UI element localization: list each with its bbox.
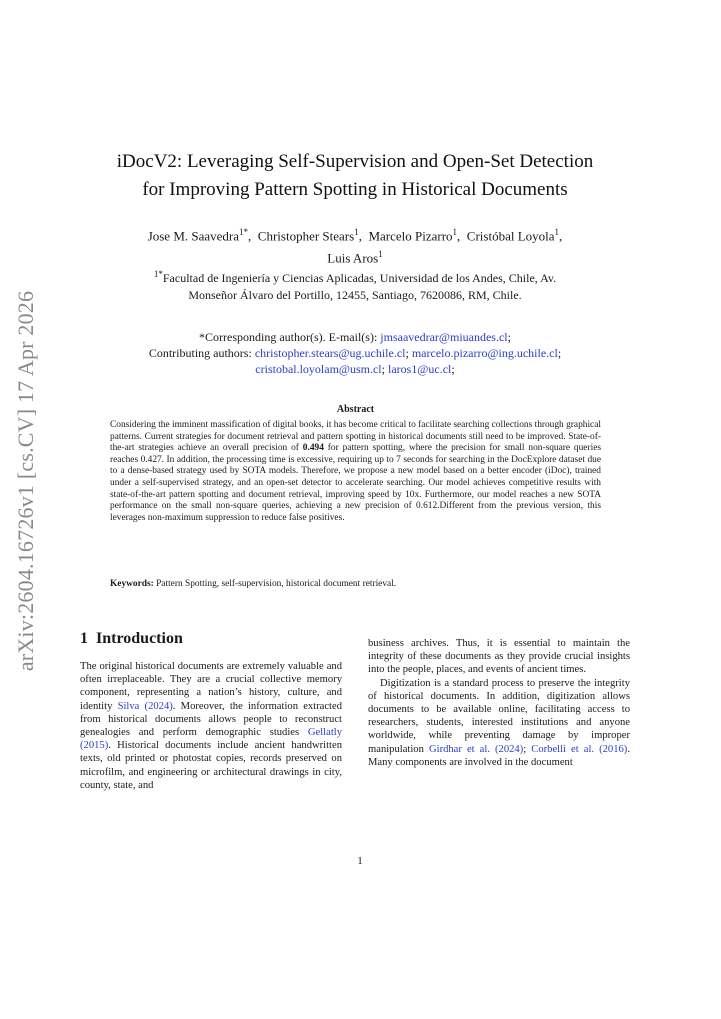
email-link-aros[interactable]: laros1@uc.cl bbox=[388, 362, 452, 376]
corresponding-line bbox=[90, 329, 620, 345]
separator: ; bbox=[451, 362, 455, 376]
author-list bbox=[90, 223, 620, 268]
arxiv-watermark bbox=[4, 290, 48, 672]
author-sup: 1* bbox=[239, 227, 249, 237]
authors-line-2 bbox=[90, 245, 620, 267]
intro-column-left bbox=[80, 660, 342, 792]
paragraph bbox=[368, 677, 630, 769]
section-heading bbox=[80, 630, 183, 648]
affiliation-line-2: Monseñor Álvaro del Portillo, 12455, Santiago, 7620086, RM, Chile. bbox=[188, 288, 522, 302]
citation-link[interactable]: Corbelli et al. (2016) bbox=[531, 743, 628, 755]
author-sup: 1 bbox=[354, 227, 359, 237]
affiliation-line-1 bbox=[90, 266, 620, 287]
author-sup: 1 bbox=[554, 227, 560, 237]
paragraph-text: The original historical documents are extremely valuable and often irreplaceable. They are a crucial collective memory component, representing a nation’s history, culture, and identity bbox=[80, 661, 342, 712]
separator: ; bbox=[405, 346, 409, 360]
contact-block bbox=[90, 329, 620, 377]
affiliation bbox=[90, 266, 620, 304]
author-sup: 1 bbox=[452, 227, 458, 237]
citation-link[interactable]: Girdhar et al. (2024) bbox=[428, 743, 524, 755]
keywords-text: Pattern Spotting, self-supervision, historical document retrieval. bbox=[153, 579, 397, 589]
paragraph-text: . Many components are involved in the document bbox=[368, 743, 630, 768]
author-sup: 1 bbox=[378, 249, 383, 260]
email-link-pizarro[interactable]: marcelo.pizarro@ing.uchile.cl bbox=[411, 346, 558, 360]
arxiv-id: arXiv:2604.16726v1 [cs.CV] 17 Apr 2026 bbox=[13, 290, 38, 672]
page-number: 1 bbox=[357, 855, 363, 867]
paragraph: business archives. Thus, it is essential to maintain the integrity of these documents as they provide crucial insights into the people, places, and events of ancient times. bbox=[368, 638, 630, 676]
paragraph-text: Digitization is a standard process to preserve the integrity of historical documents. In addition, digitization allows documents to be available online, facilitating access to researchers, students, interested institutions and anyone worldwide, while preventing damage by improper manipulation bbox=[368, 677, 630, 755]
author-name: Christopher Stears bbox=[257, 228, 355, 244]
section-title: Introduction bbox=[96, 630, 183, 647]
contributing-label: Contributing authors: bbox=[148, 346, 252, 360]
author-name: Luis Aros bbox=[327, 250, 379, 266]
author-name: Marcelo Pizarro bbox=[368, 228, 453, 244]
email-link-stears[interactable]: christopher.stears@ug.uchile.cl bbox=[254, 346, 406, 360]
contributing-line-2 bbox=[90, 361, 620, 377]
abstract-text: Considering the imminent massification of digital books, it has become critical to facilitate searching collections through graphical patterns. Current strategies for document retrieval and pattern spotting in historical documents still need to be improved. State-of-the-art strategies achieve an overall precision of bbox=[110, 420, 601, 454]
author-name: Cristóbal Loyola bbox=[466, 228, 555, 244]
paragraph-text: ; bbox=[523, 743, 532, 755]
separator: ; bbox=[507, 330, 511, 344]
abstract-body bbox=[110, 420, 601, 524]
section-number: 1 bbox=[80, 630, 88, 647]
separator: ; bbox=[381, 362, 385, 376]
keywords bbox=[110, 579, 601, 589]
email-link-loyola[interactable]: cristobal.loyolam@usm.cl bbox=[255, 362, 382, 376]
paper-title bbox=[90, 148, 620, 204]
citation-link[interactable]: Gellatly (2015) bbox=[80, 727, 342, 752]
intro-column-right bbox=[368, 637, 630, 769]
affiliation-text: Facultad de Ingeniería y Ciencias Aplicadas, Universidad de los Andes, Chile, Av. bbox=[162, 271, 557, 285]
separator: ; bbox=[557, 346, 562, 360]
contributing-line bbox=[90, 345, 620, 361]
paragraph-text: . Moreover, the information extracted from historical documents allows people to reconstruct genealogies and perform demographic studies bbox=[80, 700, 343, 739]
authors-line-1: Jose M. Saavedra$^{1*}$, Christopher Stears$^1$, Marcelo Pizarro$^1$, Cristóbal Loyola$^1$, bbox=[147, 227, 563, 244]
paragraph-text: . Historical documents include ancient handwritten texts, old printed or photostat copies, records preserved on microfilm, and engineering or architectural drawings in city, county, state, and bbox=[80, 740, 342, 791]
author-name: Jose M. Saavedra bbox=[147, 228, 240, 244]
abstract-heading: Abstract bbox=[336, 404, 375, 415]
title-line-2: for Improving Pattern Spotting in Historical Documents bbox=[142, 179, 568, 200]
abstract-text: for pattern spotting, where the precision for small non-square queries reaches 0.427. In addition, the processing time is excessive, requiring up to 7 seconds for searching in the DocExplore dataset due to a dense-based strategy used by SOTA models. Therefore, we propose a new model based on a better encoder (iDoc), trained under a self-supervised strategy, and an open-set detector to accelerate searching. Our model achieves competitive results with state-of-the-art pattern spotting and document retrieval, improving speed by 10x. Furthermore, our model reaches a new SOTA performance on the small non-square queries, achieving a new precision of 0.612.Different from the previous version, this leverages non-maximum suppression to reduce false positives. bbox=[110, 443, 602, 523]
citation-link[interactable]: Silva (2024) bbox=[117, 700, 173, 712]
corresponding-label: *Corresponding author(s). E-mail(s): bbox=[199, 330, 378, 344]
abstract-bold-value: 0.494 bbox=[302, 443, 324, 454]
affiliation-sup: 1* bbox=[153, 269, 163, 279]
email-link-corresponding[interactable]: jmsaavedrar@miuandes.cl bbox=[380, 330, 508, 344]
title-line-1: iDocV2: Leveraging Self-Supervision and Open-Set Detection bbox=[116, 151, 594, 172]
keywords-label: Keywords: bbox=[110, 579, 154, 589]
paragraph bbox=[80, 660, 342, 792]
